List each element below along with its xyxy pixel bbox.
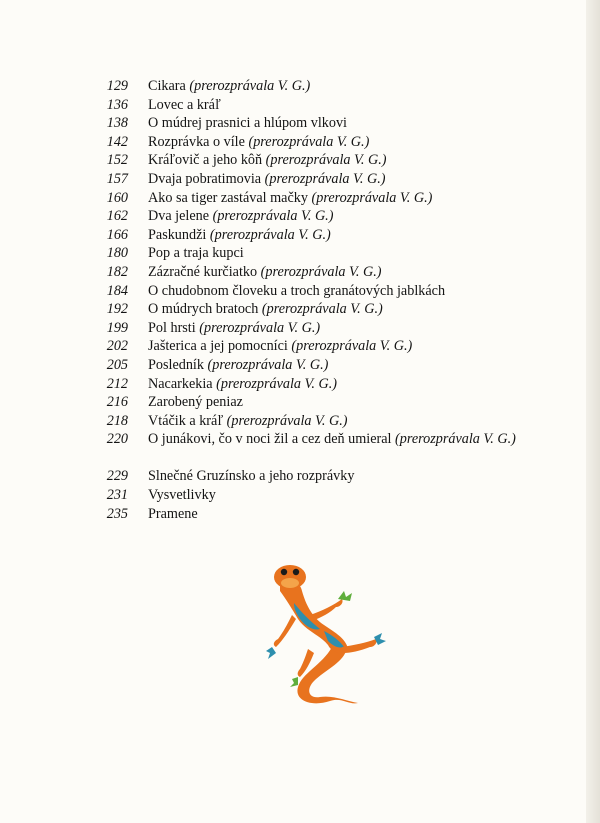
entry-title: Dvaja pobratimovia [148,170,262,187]
salamander-leg [290,677,298,687]
entry-title-line [148,412,548,431]
toc-entry [0,170,600,189]
entry-title-line [148,486,548,505]
toc-entry [0,114,600,133]
entry-title-line [148,263,548,282]
entry-title-line [148,356,548,375]
salamander-illustration [250,555,410,715]
toc-entry [0,207,600,226]
entry-note: (prerozprávala V. G.) [261,301,383,318]
page-number: 205 [106,356,128,373]
entry-title-line [148,114,548,133]
entry-note: (prerozprávala V. G.) [199,319,321,336]
entry-title-line [148,226,548,245]
entry-title-line [148,189,548,208]
entry-note: (prerozprávala V. G.) [260,263,382,280]
entry-title: Pramene [148,505,198,522]
salamander-belly [281,578,299,588]
entry-title: O junákovi, čo v noci žil a cez deň umieral [148,431,392,448]
toc-entry [0,337,600,356]
page-number: 199 [106,319,128,336]
entry-title: Slnečné Gruzínsko a jeho rozprávky [148,468,355,485]
page-number: 212 [106,375,128,392]
entry-title-line [148,393,548,412]
entry-note: (prerozprávala V. G.) [265,152,387,169]
entry-title-line [148,282,548,301]
page-number: 220 [106,431,128,448]
page-number: 157 [106,170,128,187]
entry-title-line [148,170,548,189]
entry-title-line [148,467,548,486]
entry-title: Posledník [148,356,204,373]
page-number: 216 [106,394,128,411]
page-number: 160 [106,189,128,206]
entry-title-line [148,430,548,449]
toc-entry [0,319,600,338]
entry-note: (prerozprávala V. G.) [395,431,516,448]
table-of-contents [0,77,600,523]
entry-title: Dva jelene [148,208,210,225]
toc-entry [0,467,600,486]
entry-title-line [148,96,548,115]
toc-entry [0,300,600,319]
entry-title: Pop a traja kupci [148,245,244,262]
salamander-eye [293,569,299,575]
entry-note: (prerozprávala V. G.) [311,189,433,206]
entry-title: Nacarkekia [148,375,213,392]
toc-entry [0,282,600,301]
entry-title-line [148,151,548,170]
entry-title: Kráľovič a jeho kôň [148,152,263,169]
entry-note: (prerozprávala V. G.) [264,170,386,187]
entry-title: Zázračné kurčiatko [148,263,258,280]
entry-title: Rozprávka o víle [148,133,245,150]
page-number: 231 [106,487,128,504]
entry-title-line [148,505,548,524]
entry-note: (prerozprávala V. G.) [216,375,337,392]
page-number: 166 [106,226,128,243]
entry-title: Zarobený peniaz [148,394,243,411]
entry-note: (prerozprávala V. G.) [212,208,334,225]
toc-entry [0,430,600,467]
entry-title: Vysvetlivky [148,487,216,504]
salamander-leg [266,647,276,659]
entry-title: Pol hrsti [148,319,196,336]
entry-title: O múdrych bratoch [148,301,259,318]
page-number: 202 [106,338,128,355]
page-number: 180 [106,245,128,262]
page-number: 138 [106,115,128,132]
page-number: 218 [106,412,128,429]
entry-note: (prerozprávala V. G.) [207,356,329,373]
page-number: 136 [106,96,128,113]
entry-note: (prerozprávala V. G.) [291,338,413,355]
entry-title-line [148,207,548,226]
entry-title: O chudobnom človeku a troch granátových jablkách [148,282,446,299]
entry-title-line [148,133,548,152]
entry-title: Lovec a kráľ [148,96,221,113]
toc-entry [0,393,600,412]
entry-title: Ako sa tiger zastával mačky [148,189,308,206]
entry-title-line [148,319,548,338]
toc-entry [0,486,600,505]
page-number: 192 [106,301,128,318]
toc-entry [0,226,600,245]
entry-note: (prerozprávala V. G.) [189,78,311,94]
salamander-leg [274,615,296,647]
entry-title-line [148,77,548,96]
toc-entry [0,356,600,375]
salamander-leg [342,639,377,653]
entry-note: (prerozprávala V. G.) [226,412,348,429]
salamander-leg [310,599,343,621]
toc-entry [0,375,600,394]
entry-title: Cikara [148,78,186,94]
entry-title-line [148,337,548,356]
entry-title-line [148,300,548,319]
page-number: 152 [106,152,128,169]
toc-entry [0,189,600,208]
page-number: 162 [106,208,128,225]
page-number: 229 [106,468,128,485]
entry-note: (prerozprávala V. G.) [248,133,370,150]
toc-entry [0,133,600,152]
entry-title: Vtáčik a kráľ [148,412,224,429]
entry-title-line [148,375,548,394]
toc-entry [0,151,600,170]
page-number: 182 [106,263,128,280]
toc-entry [0,96,600,115]
entry-title: Paskundži [148,226,207,243]
toc-entry [0,244,600,263]
salamander-leg [338,591,352,601]
page-number: 142 [106,133,128,150]
entry-title: O múdrej prasnici a hlúpom vlkovi [148,115,347,132]
page-number: 129 [106,78,128,94]
salamander-eye [281,569,287,575]
page-number: 184 [106,282,128,299]
entry-title-line [148,244,548,263]
page-number: 235 [106,505,128,522]
entry-title: Jašterica a jej pomocníci [148,338,288,355]
toc-entry [0,505,600,524]
entry-note: (prerozprávala V. G.) [209,226,331,243]
toc-entry [0,412,600,431]
toc-entry [0,77,600,96]
toc-entry [0,263,600,282]
